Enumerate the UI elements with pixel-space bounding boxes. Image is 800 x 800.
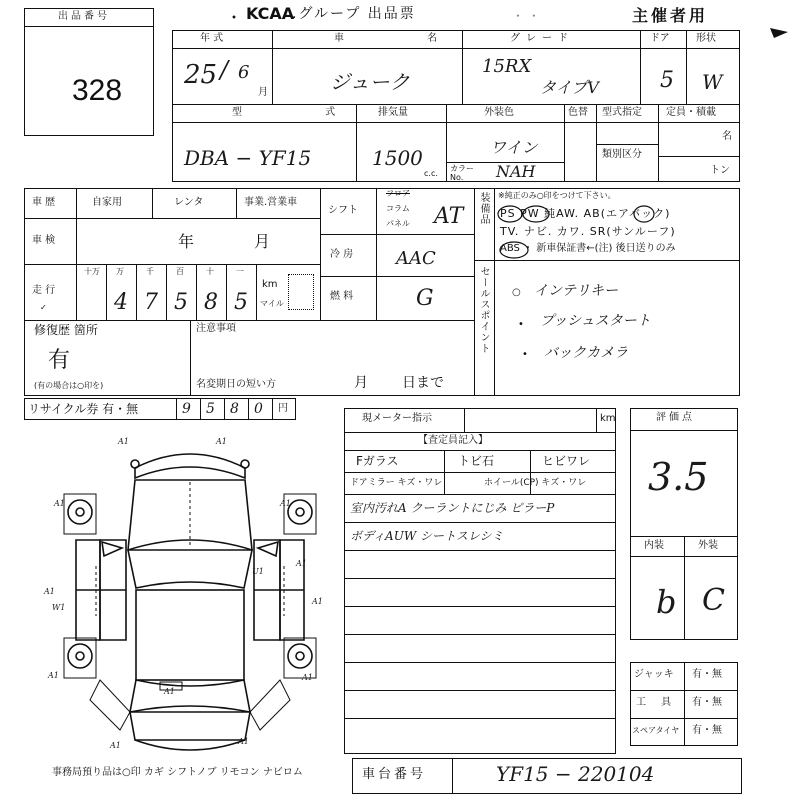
organizer-label: 主催者用 [632, 6, 709, 25]
repair-label: 修復歴 箇所 [34, 323, 98, 337]
displacement-unit: c.c. [424, 169, 438, 178]
displacement-value: 1500 [372, 146, 423, 170]
color-label: 外装色 [484, 107, 514, 118]
selling-point: バックカメラ [544, 345, 628, 361]
damage-mark: W1 [52, 603, 66, 612]
exterior-label: 外装 [698, 540, 718, 551]
color-no-label: カラー No. [450, 164, 474, 182]
ac-value: AAC [396, 248, 436, 269]
selling-points-label: セールスポイント [478, 266, 489, 354]
doors-value: 5 [660, 68, 674, 93]
interior-value: b [656, 583, 677, 621]
office-note: 事務局預り品は○印 カギ シフトノブ リモコン ナビロム [52, 767, 303, 778]
tool-label: 工 具 [636, 697, 678, 708]
history-opt-rental: レンタ [174, 197, 204, 208]
history-opt-private: 自家用 [92, 197, 122, 208]
inspection-month: 月 [254, 232, 271, 251]
score-label: 評価点 [656, 412, 695, 423]
mirror-label: ドアミラー キズ・ワレ [350, 478, 443, 488]
year-month: 6 [238, 62, 250, 83]
mile-label: マイル [260, 299, 284, 308]
model-value: DBA − YF15 [184, 146, 312, 170]
chip-label: トビ石 [458, 454, 495, 468]
year-value: 25 [184, 60, 218, 90]
recycle-unit: 円 [278, 403, 288, 414]
shift-value: AT [434, 204, 464, 229]
recycle-digit: 5 [206, 401, 215, 417]
glass-label: Fガラス [356, 454, 399, 468]
spare-option: 有・無 [692, 725, 722, 736]
wheel-label: ホイール(CP) キズ・ワレ [484, 478, 587, 488]
meter-unit: km [600, 413, 616, 424]
mileage-digit: 7 [144, 290, 158, 315]
km-label: km [262, 279, 278, 290]
damage-mark: A1 [48, 671, 59, 680]
lot-number-box [24, 8, 154, 136]
recycle-digit: 0 [254, 401, 263, 417]
damage-mark: A1 [280, 499, 291, 508]
damage-mark: A1 [238, 737, 249, 746]
year-label: 年 式 [200, 33, 224, 44]
shift-opt-column: コラム [386, 204, 410, 213]
grade-value-2: タイプV [540, 78, 599, 97]
deadline-month: 月 [354, 375, 368, 391]
lot-number: 328 [72, 74, 123, 107]
capacity-label: 定員・積載 [666, 107, 716, 118]
damage-mark: A1 [296, 559, 307, 568]
deadline-label: 名変期日の短い方 [196, 379, 276, 390]
kcaa-logo: KCAA [246, 4, 295, 23]
exterior-value: C [702, 583, 725, 618]
history-opt-business: 事業.営業車 [244, 197, 298, 208]
equipment-line-3: ABS ・ 新車保証書←(注) 後日送りのみ [500, 243, 676, 254]
equipment-line-2: TV. ナビ. カワ. SR(サンルーフ) [500, 225, 676, 238]
chassis-label: 車台番号 [362, 767, 427, 782]
chassis-value: YF15 − 220104 [496, 762, 655, 786]
recycle-digit: 8 [230, 401, 239, 417]
ac-label: 冷 房 [330, 249, 354, 260]
mileage-digit: 5 [234, 290, 248, 315]
damage-mark: A1 [164, 687, 175, 696]
digit-label-1: 一 [236, 267, 244, 276]
inspector-note: ボディAUW シートスレシミ [350, 529, 504, 543]
crack-label: ヒビワレ [542, 454, 591, 468]
equipment-label: 装備品 [478, 192, 489, 225]
shift-opt-floor: フロア [386, 189, 410, 198]
grade-label: グレード [510, 33, 574, 44]
digit-label-1k: 千 [146, 267, 154, 276]
damage-mark: A1 [312, 597, 323, 606]
equipment-line-1: PS PW 純AW. AB(エアバック) [500, 207, 671, 220]
spare-label: スペアタイヤ [632, 726, 680, 735]
auction-sheet: 出品番号 328 ・ KCAA .グループ 出品票 ・ ・ 主催者用 年 式 25 / 6 月 車 名 ジューク グレード 15RX タイプV ドア 5 形状 W 型 式 DBA − YF15 排気量 1500 c.c. 外装色 ワイン カラー No. NAH 色替 型式指定 類別区分 定員・積載 名 トン 車 歴 自家用 レンタ 事業.営業車 車 検 年 月 走 行 ✓ 十万 万 千 百 十 一 4 7 5 8 5 km マイル シフト フロア コラム パネル AT 冷 房 AAC 燃 料 G 装備品 ※純正のみ○印をつけて下さい。 PS PW 純AW. AB(エアバック) TV. ナビ. カワ. SR(サンルーフ) ABS ・ 新車保証書←(注) 後日送りのみ セールスポイント ○ インテリキー • プッシュスタート • バックカメラ 修復歴 箇所 有 (有の場合は○印を) 注意事項 名変期日の短い方 月 日まで リサイクル券 有・無 9 5 8 0 円 A1 A1 A1 A1 A1 W1 A1 A1 A1 A1 A1 A1 U1 A1 現メーター指示 km 【査定員記入】 Fガラス トビ石 ヒビワレ ドアミラー キズ・ワレ ホイール(CP) キズ・ワレ 室内汚れA クーラントにじみ ピラーP ボディAUW シートスレシミ 評価点 3.5 内装 外装 b C ジャッキ 工 具 スペアタイヤ 有・無 有・無 有・無 事務局預り品は○印 カギ シフトノブ リモコン ナビロム 車台番号 YF15 − 220104 [0, 0, 800, 800]
damage-mark: A1 [54, 499, 65, 508]
damage-mark: A1 [44, 587, 55, 596]
selling-point: インテリキー [534, 283, 618, 299]
color-no-value: NAH [496, 162, 536, 181]
interior-label: 内装 [644, 540, 664, 551]
damage-mark: A1 [216, 437, 227, 446]
notes-label: 注意事項 [196, 323, 236, 334]
fuel-label: 燃 料 [330, 291, 354, 302]
recycle-digit: 9 [182, 401, 191, 417]
mileage-digit: 4 [114, 290, 128, 315]
score-value: 3.5 [648, 455, 709, 499]
fuel-value: G [416, 286, 434, 311]
class-label: 類別区分 [602, 149, 642, 160]
displacement-label: 排気量 [378, 107, 408, 118]
jack-option: 有・無 [692, 669, 722, 680]
equipment-note: ※純正のみ○印をつけて下さい。 [498, 191, 616, 200]
inspection-label: 車 検 [32, 235, 56, 246]
digit-label-100k: 十万 [84, 267, 100, 276]
doors-label: ドア [650, 33, 670, 44]
damage-mark: A1 [110, 741, 121, 750]
capacity-unit-2: トン [710, 165, 730, 176]
meter-label: 現メーター指示 [362, 413, 432, 424]
damage-mark: U1 [252, 567, 264, 576]
car-diagram [40, 430, 340, 760]
lot-label: 出品番号 [58, 11, 110, 22]
deadline-day: 日まで [402, 375, 444, 391]
history-label: 車 歴 [32, 197, 56, 208]
repair-value: 有 [48, 348, 71, 373]
mileage-digit: 8 [204, 290, 218, 315]
inspector-note: 室内汚れA クーラントにじみ ピラーP [350, 501, 555, 515]
inspection-year: 年 [178, 232, 195, 251]
car-name-value: ジューク [330, 70, 410, 94]
tool-option: 有・無 [692, 697, 722, 708]
color-change-label: 色替 [568, 107, 588, 118]
shift-opt-panel: パネル [386, 219, 410, 228]
body-label: 形状 [696, 33, 716, 44]
jack-label: ジャッキ [634, 669, 674, 680]
designation-label: 型式指定 [602, 107, 642, 118]
selling-point: プッシュスタート [540, 313, 651, 329]
digit-label-10: 十 [206, 267, 214, 276]
damage-mark: A1 [302, 673, 313, 682]
damage-mark: A1 [118, 437, 129, 446]
mileage-check: ✓ [40, 303, 47, 312]
mark-icon [770, 24, 790, 40]
equipment-circles [498, 204, 648, 264]
recycle-label: リサイクル券 有・無 [28, 402, 139, 416]
digit-label-10k: 万 [116, 267, 124, 276]
model-label: 型 式 [232, 107, 376, 118]
sheet-title: .グループ 出品票 [292, 6, 416, 22]
mileage-digit: 5 [174, 290, 188, 315]
grade-value-1: 15RX [482, 56, 532, 77]
car-name-label: 車 名 [334, 33, 478, 44]
color-value: ワイン [490, 138, 538, 157]
inspector-label: 【査定員記入】 [418, 435, 488, 446]
shift-label: シフト [328, 205, 358, 216]
repair-note: (有の場合は○印を) [34, 381, 104, 390]
capacity-unit-1: 名 [722, 131, 732, 142]
mileage-label: 走 行 [32, 285, 56, 296]
digit-label-100: 百 [176, 267, 184, 276]
month-unit: 月 [258, 87, 268, 98]
body-value: W [702, 70, 723, 94]
